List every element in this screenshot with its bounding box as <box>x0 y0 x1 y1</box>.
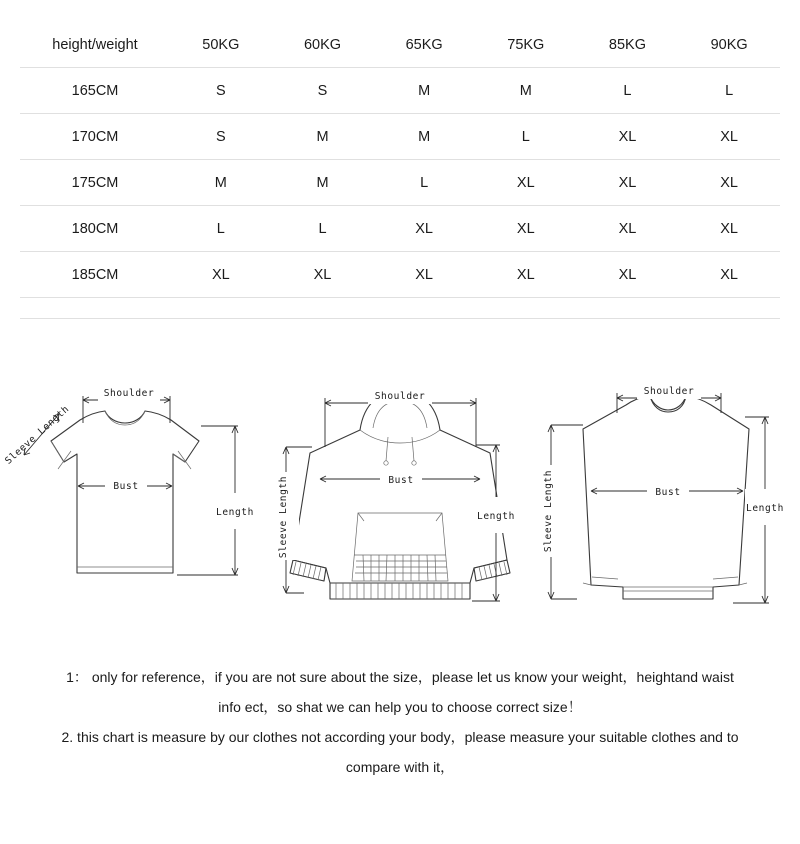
cell-175cm-90kg: XL <box>678 160 780 206</box>
longsleeve-shoulder-label: Shoulder <box>643 386 695 397</box>
cell-170cm-50kg: S <box>170 114 272 160</box>
cell-180cm-75kg: XL <box>475 206 577 252</box>
column-header-50kg: 50KG <box>170 22 272 68</box>
hoodie-bust-label: Bust <box>388 475 414 486</box>
table-corner-header: height/weight <box>20 22 170 68</box>
cell-175cm-65kg: L <box>373 160 475 206</box>
longsleeve-diagram <box>533 355 798 645</box>
cell-170cm-75kg: L <box>475 114 577 160</box>
cell-185cm-50kg: XL <box>170 252 272 298</box>
note-line-1: 1： only for reference，if you are not sure about the size，please let us know your weight，heightand waist <box>66 669 734 685</box>
note-line-3: 2. this chart is measure by our clothes not according your body，please measure your suitable clothes and to <box>61 729 739 745</box>
cell-185cm-75kg: XL <box>475 252 577 298</box>
cell-170cm-60kg: M <box>272 114 374 160</box>
row-header-165cm: 165CM <box>20 68 170 114</box>
row-header-180cm: 180CM <box>20 206 170 252</box>
cell-185cm-60kg: XL <box>272 252 374 298</box>
column-header-75kg: 75KG <box>475 22 577 68</box>
longsleeve-bust-label: Bust <box>655 487 681 498</box>
hoodie-shoulder-label: Shoulder <box>374 391 426 402</box>
hoodie-diagram <box>268 355 533 645</box>
tshirt-length-label: Length <box>216 507 254 518</box>
cell-185cm-85kg: XL <box>577 252 679 298</box>
table-row <box>20 114 780 160</box>
cell-185cm-90kg: XL <box>678 252 780 298</box>
table-row <box>20 68 780 114</box>
cell-165cm-85kg: L <box>577 68 679 114</box>
column-header-60kg: 60KG <box>272 22 374 68</box>
garment-measurement-diagrams <box>0 355 800 645</box>
longsleeve-length-label: Length <box>746 503 784 514</box>
size-notes <box>0 662 800 782</box>
cell-165cm-50kg: S <box>170 68 272 114</box>
tshirt-sleeve-label: Sleeve Length <box>3 403 72 467</box>
cell-180cm-50kg: L <box>170 206 272 252</box>
row-header-170cm: 170CM <box>20 114 170 160</box>
cell-180cm-85kg: XL <box>577 206 679 252</box>
longsleeve-sleeve-label: Sleeve Length <box>543 469 554 553</box>
cell-165cm-60kg: S <box>272 68 374 114</box>
column-header-90kg: 90KG <box>678 22 780 68</box>
table-bottom-divider <box>20 318 780 319</box>
table-header <box>20 22 780 68</box>
cell-175cm-50kg: M <box>170 160 272 206</box>
size-chart-table-container <box>0 22 800 298</box>
table-header-row <box>20 22 780 68</box>
cell-175cm-85kg: XL <box>577 160 679 206</box>
table-row <box>20 160 780 206</box>
cell-170cm-65kg: M <box>373 114 475 160</box>
hoodie-sleeve-label: Sleeve Length <box>278 475 289 559</box>
table-row <box>20 252 780 298</box>
tshirt-bust-label: Bust <box>113 481 139 492</box>
cell-180cm-90kg: XL <box>678 206 780 252</box>
cell-165cm-75kg: M <box>475 68 577 114</box>
cell-165cm-90kg: L <box>678 68 780 114</box>
cell-165cm-65kg: M <box>373 68 475 114</box>
row-header-175cm: 175CM <box>20 160 170 206</box>
table-row <box>20 206 780 252</box>
cell-175cm-75kg: XL <box>475 160 577 206</box>
cell-180cm-65kg: XL <box>373 206 475 252</box>
cell-180cm-60kg: L <box>272 206 374 252</box>
cell-175cm-60kg: M <box>272 160 374 206</box>
cell-170cm-90kg: XL <box>678 114 780 160</box>
row-header-185cm: 185CM <box>20 252 170 298</box>
cell-170cm-85kg: XL <box>577 114 679 160</box>
size-chart-table <box>20 22 780 298</box>
note-line-4: compare with it， <box>345 759 455 775</box>
hoodie-length-label: Length <box>477 511 515 522</box>
table-body <box>20 68 780 298</box>
tshirt-diagram <box>2 355 267 645</box>
cell-185cm-65kg: XL <box>373 252 475 298</box>
column-header-65kg: 65KG <box>373 22 475 68</box>
tshirt-shoulder-label: Shoulder <box>103 388 155 399</box>
note-line-2: info ect，so shat we can help you to choose correct size！ <box>218 699 582 715</box>
column-header-85kg: 85KG <box>577 22 679 68</box>
